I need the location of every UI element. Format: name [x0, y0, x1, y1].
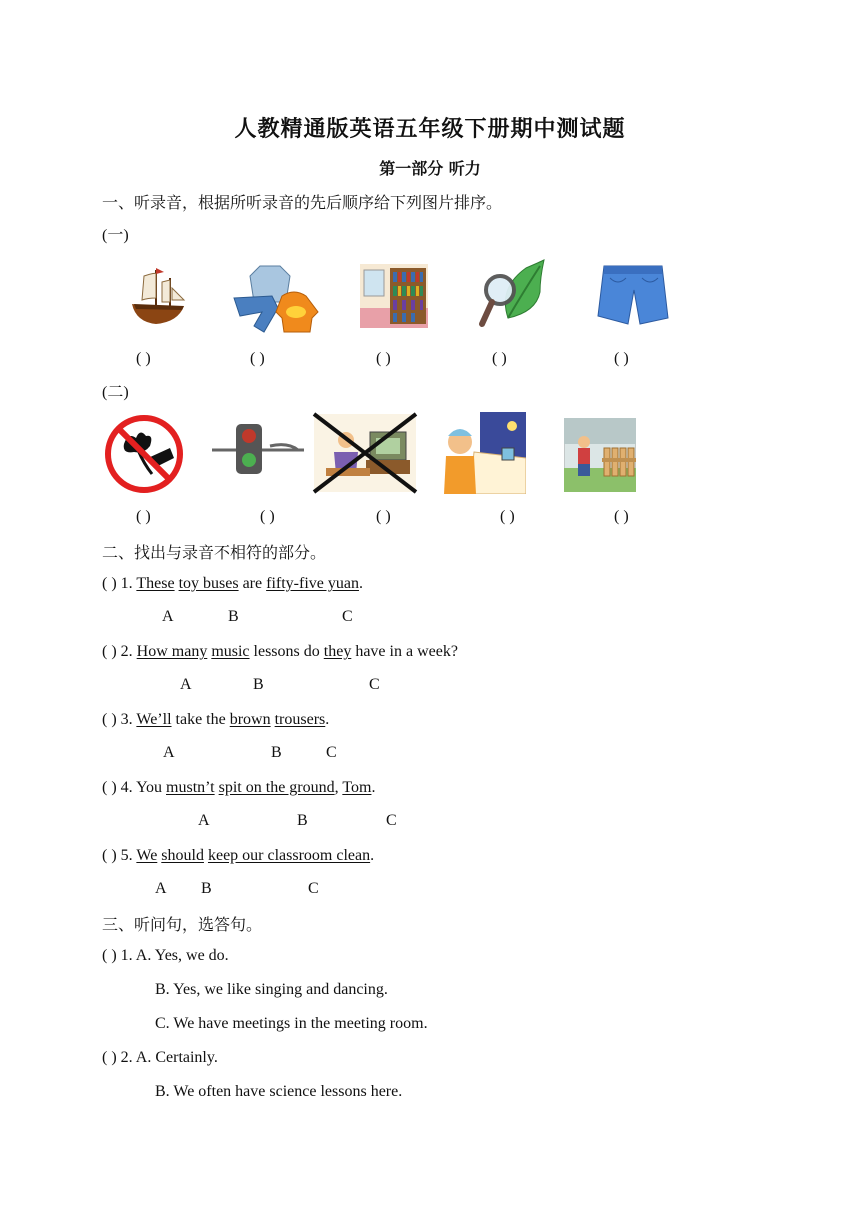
- boy-sick-in-bed-icon: [440, 412, 526, 494]
- answer-paren[interactable]: ( ) 4.: [102, 779, 133, 796]
- option-letter: A: [163, 744, 175, 761]
- answer-blank[interactable]: ( ): [376, 350, 391, 367]
- answer-blank[interactable]: ( ): [614, 350, 629, 367]
- underlined-part: These: [136, 575, 175, 592]
- option-letter: A: [180, 676, 192, 693]
- sentence-text: have in a week?: [351, 643, 458, 660]
- clothes-icon: [230, 262, 324, 334]
- sentence-text: are: [238, 575, 267, 592]
- answer-blank[interactable]: ( ): [136, 350, 151, 367]
- option-letter: C: [369, 676, 380, 693]
- ship-icon: [126, 262, 190, 328]
- option-letter: A: [198, 812, 210, 829]
- underlined-part: We’ll: [136, 711, 172, 728]
- sentence: [137, 643, 458, 660]
- no-picking-flowers-sign-icon: [104, 414, 184, 494]
- option-c: C. We have meetings in the meeting room.: [155, 1015, 428, 1032]
- traffic-light-icon: [212, 420, 304, 476]
- question-row: [102, 946, 229, 966]
- sentence-text: lessons do: [249, 643, 324, 660]
- underlined-part: fifty-five yuan: [266, 575, 359, 592]
- group2-label: (二): [102, 384, 129, 401]
- sentence: [136, 575, 363, 592]
- answer-paren[interactable]: ( ) 3.: [102, 711, 133, 728]
- underlined-part: spit on the ground: [218, 779, 335, 796]
- part-heading: 第一部分 听力: [379, 159, 481, 178]
- answer-blank[interactable]: ( ): [376, 508, 391, 525]
- boy-at-fence-icon: [564, 418, 636, 492]
- section2-heading: 二、找出与录音不相符的部分。: [102, 543, 327, 562]
- underlined-part: How many: [136, 643, 208, 660]
- answer-blank[interactable]: ( ): [250, 350, 265, 367]
- sentence-text: .: [358, 575, 363, 592]
- option-letter: A: [162, 608, 174, 625]
- sentence-text: .: [370, 847, 375, 864]
- answer-paren[interactable]: ( ) 2.: [102, 643, 133, 660]
- option-b: B. Yes, we like singing and dancing.: [155, 981, 388, 998]
- sentence-text: .: [325, 711, 330, 728]
- underlined-part: Tom: [342, 779, 372, 796]
- question-row: [102, 778, 375, 798]
- underlined-part: brown: [229, 711, 271, 728]
- sentence-text: ,: [334, 779, 343, 796]
- option-letter: B: [271, 744, 282, 761]
- question-row: [102, 710, 329, 730]
- answer-blank[interactable]: ( ): [136, 508, 151, 525]
- sentence-text: .: [371, 779, 376, 796]
- option-letter: C: [326, 744, 337, 761]
- option-letter: C: [386, 812, 397, 829]
- underlined-part: toy buses: [178, 575, 239, 592]
- option-a: A. Certainly.: [135, 1049, 218, 1066]
- group1-label: (一): [102, 227, 129, 244]
- question-row: [102, 574, 363, 594]
- underlined-part: keep our classroom clean: [207, 847, 371, 864]
- option-letter: B: [201, 880, 212, 897]
- option-letter: C: [308, 880, 319, 897]
- option-letter: B: [228, 608, 239, 625]
- underlined-part: should: [161, 847, 204, 864]
- answer-paren[interactable]: ( ) 2.: [102, 1049, 133, 1066]
- option-letter: A: [155, 880, 167, 897]
- no-tv-icon: [312, 412, 418, 494]
- shorts-icon: [596, 264, 670, 326]
- section3-heading: 三、听问句，选答句。: [102, 915, 263, 934]
- answer-blank[interactable]: ( ): [500, 508, 515, 525]
- sentence: [136, 847, 374, 864]
- underlined-part: We: [136, 847, 158, 864]
- underlined-part: music: [211, 643, 250, 660]
- magnifier-leaf-icon: [478, 258, 548, 330]
- underlined-part: mustn’t: [166, 779, 215, 796]
- sentence-text: You: [136, 779, 167, 796]
- question-row: [102, 1048, 218, 1068]
- sentence: [136, 711, 329, 728]
- sentence: [136, 779, 375, 796]
- underlined-part: trousers: [274, 711, 326, 728]
- sentence-text: take the: [171, 711, 230, 728]
- option-letter: C: [342, 608, 353, 625]
- answer-paren[interactable]: ( ) 1.: [102, 575, 133, 592]
- option-letter: B: [253, 676, 264, 693]
- option-a: A. Yes, we do.: [135, 947, 229, 964]
- answer-blank[interactable]: ( ): [614, 508, 629, 525]
- answer-blank[interactable]: ( ): [492, 350, 507, 367]
- bookshelf-room-icon: [360, 264, 428, 328]
- underlined-part: they: [323, 643, 352, 660]
- answer-paren[interactable]: ( ) 5.: [102, 847, 133, 864]
- question-row: [102, 642, 458, 662]
- answer-paren[interactable]: ( ) 1.: [102, 947, 133, 964]
- option-b: B. We often have science lessons here.: [155, 1083, 403, 1100]
- answer-blank[interactable]: ( ): [260, 508, 275, 525]
- question-row: [102, 846, 374, 866]
- section1-heading: 一、听录音，根据所听录音的先后顺序给下列图片排序。: [102, 193, 503, 212]
- option-letter: B: [297, 812, 308, 829]
- page-title: 人教精通版英语五年级下册期中测试题: [234, 117, 626, 142]
